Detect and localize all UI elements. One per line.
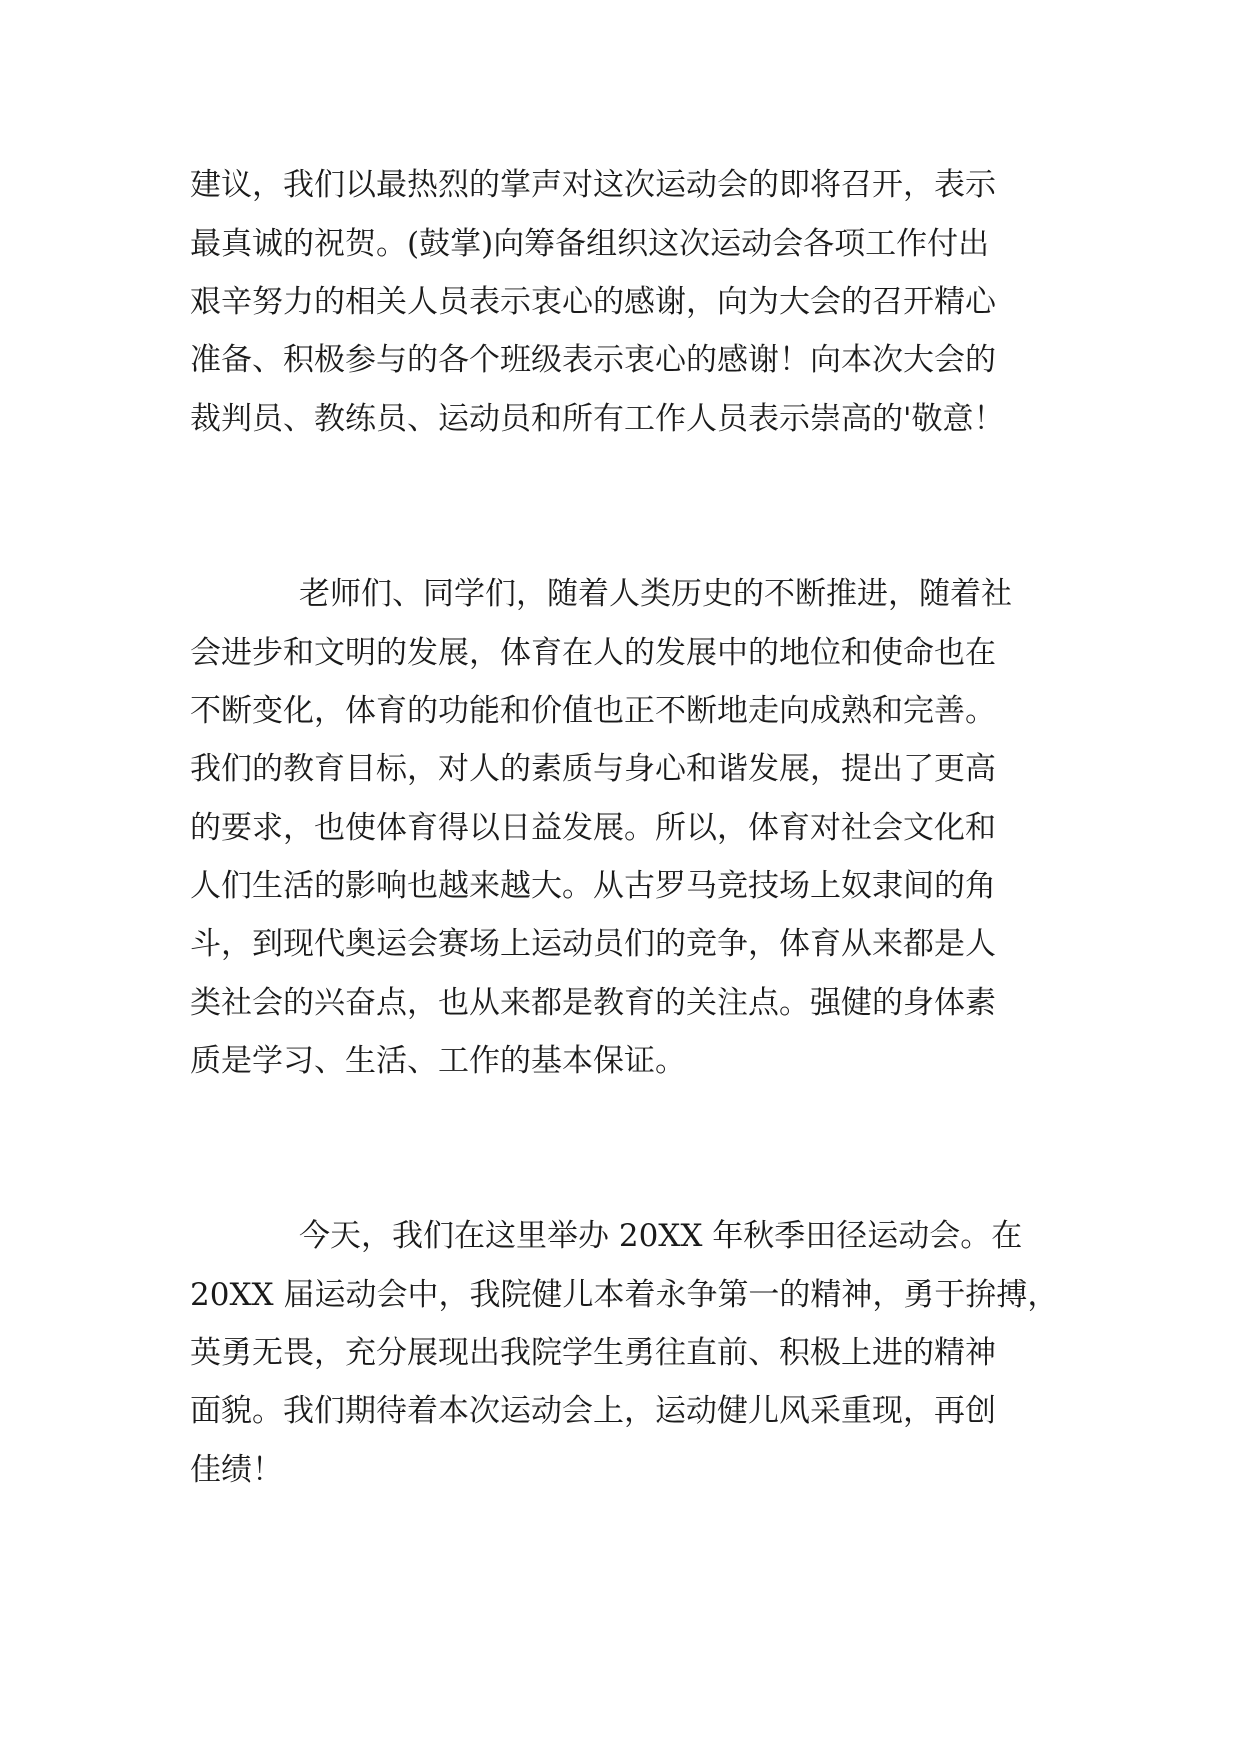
paragraph-line: 的要求，也使体育得以日益发展。所以，体育对社会文化和 [190,810,996,846]
paragraph-line: 准备、积极参与的各个班级表示衷心的感谢！向本次大会的 [190,342,996,378]
paragraph-line: 面貌。我们期待着本次运动会上，运动健儿风采重现，再创 [190,1393,996,1429]
paragraph-line: 质是学习、生活、工作的基本保证。 [190,1043,686,1079]
paragraph-line: 人们生活的影响也越来越大。从古罗马竞技场上奴隶间的角 [190,868,996,904]
paragraph-line: 建议，我们以最热烈的掌声对这次运动会的即将召开，表示 [190,167,996,203]
paragraph-line: 不断变化，体育的功能和价值也正不断地走向成熟和完善。 [190,693,996,729]
paragraph-line: 我们的教育目标，对人的素质与身心和谐发展，提出了更高 [190,751,996,787]
paragraph-line: 艰辛努力的相关人员表示衷心的感谢，向为大会的召开精心 [190,284,996,320]
paragraph-line: 老师们、同学们，随着人类历史的不断推进，随着社 [299,576,1012,612]
paragraph-line: 斗，到现代奥运会赛场上运动员们的竞争，体育从来都是人 [190,926,996,962]
paragraph-line: 裁判员、教练员、运动员和所有工作人员表示崇高的'敬意！ [190,401,1005,437]
paragraph-line: 类社会的兴奋点，也从来都是教育的关注点。强健的身体素 [190,985,996,1021]
paragraph-line: 最真诚的祝贺。(鼓掌)向筹备组织这次运动会各项工作付出 [190,226,990,262]
paragraph-line: 佳绩！ [190,1452,283,1488]
paragraph-line: 会进步和文明的发展，体育在人的发展中的地位和使命也在 [190,635,996,671]
paragraph-line: 今天，我们在这里举办 20XX 年秋季田径运动会。在 [299,1218,1023,1254]
paragraph-line: 20XX 届运动会中，我院健儿本着永争第一的精神，勇于拚搏， [190,1277,1059,1313]
paragraph-line: 英勇无畏，充分展现出我院学生勇往直前、积极上进的精神 [190,1335,996,1371]
